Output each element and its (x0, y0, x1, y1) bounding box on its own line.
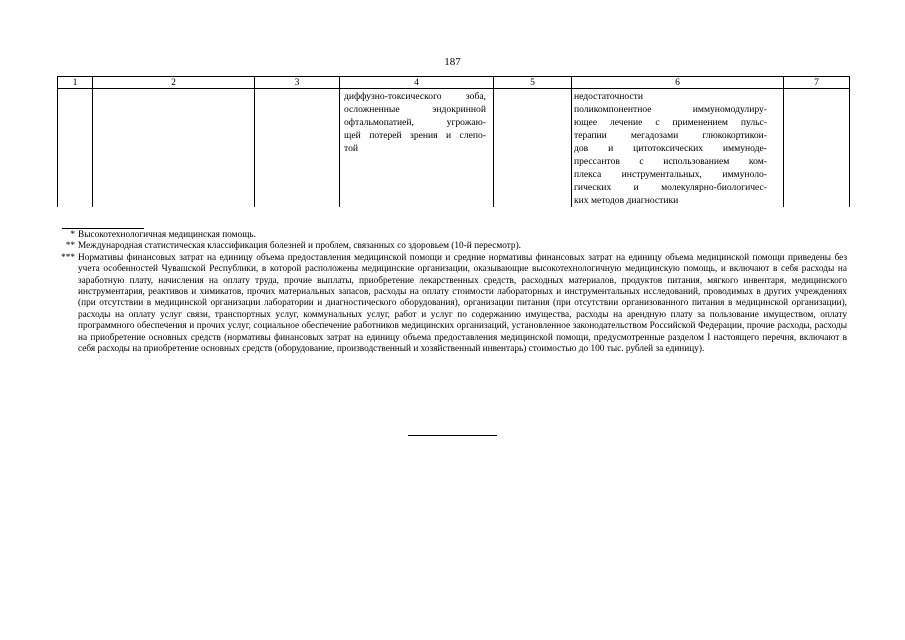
text-line: той (344, 143, 358, 154)
cell-col-4 (340, 89, 494, 208)
footnote-3 (57, 253, 847, 356)
column-header-7: 7 (784, 77, 850, 89)
text-line: недостаточности (574, 91, 643, 102)
footnote-text: Нормативы финансовых затрат на единицу объема предоставления медицинской помощи и средние нормативы финансовых затрат на единицу объема медицинской помощи приведены без учета особенностей Чувашской Республики, в которой расположены медицинские организации, оказывающие высокотехнологичную медицинскую помощь, и включают в себя расходы на заработную плату, начисления на оплату труда, прочие выплаты, приобретение лекарственных средств, расходных материалов, продуктов питания, мягкого инвентаря, медицинского инструментария, реактивов и химикатов, прочих материальных запасов, расходы на оплату стоимости лабораторных и инструментальных исследований, проводимых в других учреждениях (при отсутствии в медицинской организации лаборатории и диагностического оборудования), организации питания (при отсутствии организованного питания в медицинской организации), расходы на оплату услуг связи, транспортных услуг, коммунальных услуг, работ и услуг по содержанию имущества, расходы на арендную плату за пользование имуществом, оплату программного обеспечения и прочих услуг, социальное обеспечение работников медицинских организаций, установленное законодательством Российской Федерации, прочие расходы, расходы на приобретение основных средств (нормативы финансовых затрат на единицу объема предоставления медицинской помощи, предусмотренные разделом I настоящего перечня, включают в себя расходы на приобретение основных средств (оборудование, производственный и хозяйственный инвентарь) стоимостью до 100 тыс. рублей за единицу). (78, 252, 847, 355)
footnote-marker: ** (65, 241, 75, 252)
text-line: ющее лечение с применением пульс- (574, 117, 767, 128)
text-line: дов и цитотоксических иммуноде- (574, 143, 767, 154)
footnote-2 (57, 241, 847, 252)
column-header-4: 4 (340, 77, 494, 89)
page-number: 187 (444, 56, 461, 68)
data-table (57, 76, 850, 207)
footnote-separator (62, 228, 144, 229)
diagnosis-text (340, 89, 493, 155)
table-header-row (58, 77, 850, 89)
text-line: прессантов с использованием ком- (574, 156, 767, 167)
text-line: гических и молекулярно-биологичес- (574, 182, 767, 193)
cell-col-2 (93, 89, 255, 208)
cell-col-3 (255, 89, 340, 208)
text-line: плекса инструментальных, иммуноло- (574, 169, 767, 180)
text-line: терапии мегадозами глюкокортикои- (574, 130, 767, 141)
footnote-marker: *** (61, 252, 75, 263)
column-header-2: 2 (93, 77, 255, 89)
end-of-document-rule (408, 435, 497, 436)
footnotes (57, 230, 847, 355)
cell-col-6 (572, 89, 784, 208)
cell-col-5 (494, 89, 572, 208)
cell-col-1 (58, 89, 93, 208)
footnote-marker: * (70, 230, 75, 240)
table-row (58, 89, 850, 208)
column-header-3: 3 (255, 77, 340, 89)
text-line: поликомпонентное иммуномодулиру- (574, 104, 767, 115)
column-header-5: 5 (494, 77, 572, 89)
footnote-text: Высокотехнологичная медицинская помощь. (78, 230, 256, 240)
footnote-text: Международная статистическая классификация болезней и проблем, связанных со здоровьем (10-й пересмотр). (78, 241, 521, 252)
text-line: щей потерей зрения и слепо- (344, 130, 486, 141)
column-header-6: 6 (572, 77, 784, 89)
cell-col-7 (784, 89, 850, 208)
footnote-1 (57, 230, 847, 241)
text-line: диффузно-токсического зоба, (344, 91, 486, 102)
treatment-text (572, 89, 783, 207)
text-line: офтальмопатией, угрожаю- (344, 117, 486, 128)
text-line: осложненные эндокринной (344, 104, 486, 115)
column-header-1: 1 (58, 77, 93, 89)
text-line: ких методов диагностики (574, 195, 679, 206)
